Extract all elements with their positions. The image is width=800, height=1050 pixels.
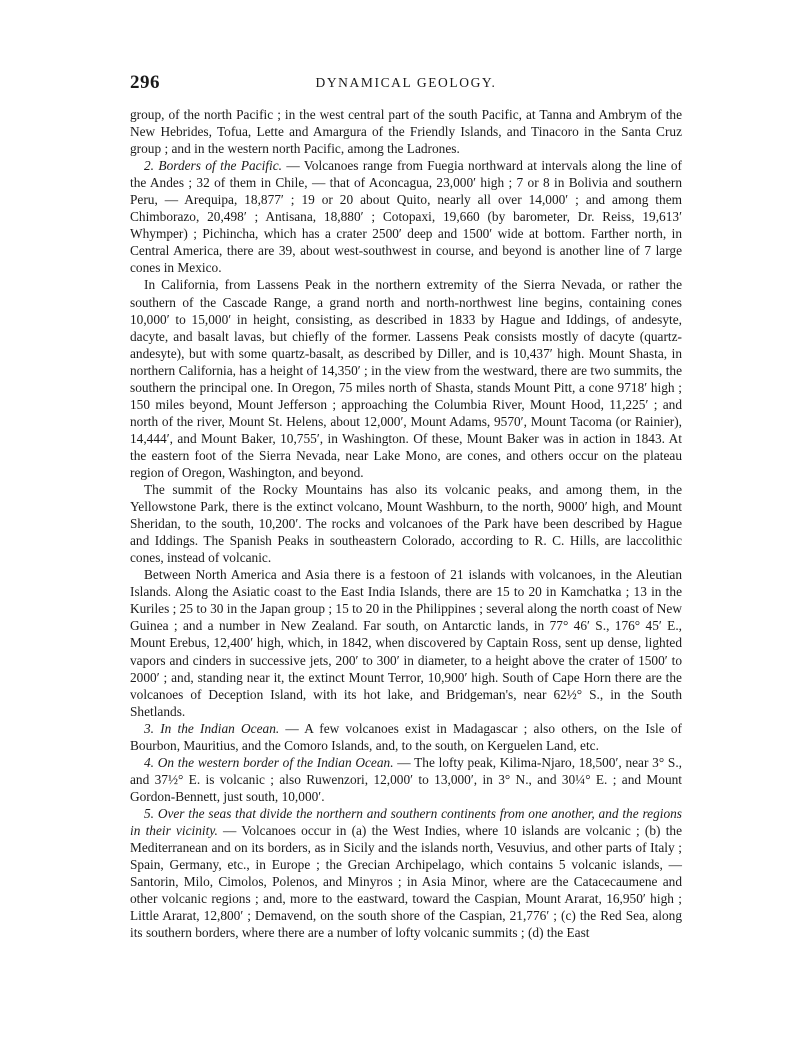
paragraph-text: — The lofty peak, Kilima-Njaro, 18,500′, near 3° S., and 37½° E. is volcanic ; also Ruwenzori, 12,000′ to 13,000′, in 3° N., and 30¼° E. ; and Mount Gordon-Bennett, just south, 10,000′.	[130, 754, 682, 804]
running-title: DYNAMICAL GEOLOGY.	[315, 75, 497, 90]
paragraph-text: The summit of the Rocky Mountains has also its volcanic peaks, and among them, in the Yellowstone Park, there is the extinct volcano, Mount Washburn, to the north, 9000′ high, and Mount Sheridan, to the south, 10,200′. The rocks and volcanoes of the Park have been described by Hague and Iddings. The Spanish Peaks in southeastern Colorado, according to R. C. Hills, are laccolithic cones, instead of volcanic.	[130, 482, 682, 566]
paragraph-indian-ocean	[130, 720, 682, 754]
section-lead: 3. In the Indian Ocean.	[144, 720, 280, 736]
paragraph-north-america-asia	[130, 566, 682, 719]
paragraph-text: Between North America and Asia there is a festoon of 21 islands with volcanoes, in the Aleutian Islands. Along the Asiatic coast to the East India Islands, there are 15 to 20 in Kamchatka ; 13 in the Kuriles ; 25 to 30 in the Japan group ; 15 to 20 in the Philippines ; several along the north coast of New Guinea ; and a number in New Zealand. Far south, on Antarctic lands, in 77° 46′ S., 176° 45′ E., Mount Erebus, 12,400′ high, which, in 1842, when discovered by Captain Ross, sent up dense, lighted vapors and cinders in successive jets, 200′ to 300′ in diameter, to a height above the crater of 1500′ to 2000′ ; and, standing near it, the extinct Mount Terror, 10,900′ high. South of Cape Horn there are the volcanoes of Deception Island, with its hot lake, and Bridgeman's, near 62½° S., in the South Shetlands.	[130, 567, 682, 719]
paragraph-continuation	[130, 106, 682, 157]
paragraph-dividing-seas	[130, 805, 682, 941]
book-page	[130, 72, 682, 941]
paragraph-text: — A few volcanoes exist in Madagascar ; also others, on the Isle of Bourbon, Mauritius, and the Comoro Islands, and, to the south, on Kerguelen Land, etc.	[130, 720, 682, 753]
section-lead: 4. On the western border of the Indian Ocean.	[144, 754, 394, 770]
paragraph-california	[130, 276, 682, 481]
paragraph-text: — Volcanoes occur in (a) the West Indies, where 10 islands are volcanic ; (b) the Mediterranean and on its borders, as in Sicily and the islands north, Vesuvius, and other parts of Italy ; Spain, Germany, etc., in Europe ; the Grecian Archipelago, which contains 5 volcanic islands, — Santorin, Milo, Cimolos, Polenos, and Minyros ; in Asia Minor, where are the Catacecaumene and other volcanic regions ; and, more to the eastward, toward the Caspian, Mount Ararat, 16,950′ high ; Little Ararat, 12,800′ ; Demavend, on the south shore of the Caspian, 21,776′ ; (c) the Red Sea, along its southern borders, where there are a number of lofty volcanic summits ; (d) the East	[130, 822, 682, 941]
section-lead: 2. Borders of the Pacific.	[144, 158, 282, 174]
section-lead: 5. Over the seas that divide the northern and southern continents from one another, and the regions in their vicinity.	[130, 805, 682, 838]
paragraph-text: In California, from Lassens Peak in the northern extremity of the Sierra Nevada, or rather the southern of the Cascade Range, a grand north and north-northwest line begins, containing cones 10,000′ to 15,000′ in height, consisting, as described in 1833 by Hague and Iddings, of andesyte, dacyte, and basalt lavas, but chiefly of the former. Lassens Peak consists mostly of dacyte (quartz-andesyte), but with some quartz-basalt, as described by Diller, and is 10,437′ high. Mount Shasta, in northern California, has a height of 14,350′ ; in the view from the westward, there are two summits, the southern the principal one. In Oregon, 75 miles north of Shasta, stands Mount Pitt, a cone 9718′ high ; 150 miles beyond, Mount Jefferson ; approaching the Columbia River, Mount Hood, 11,225′ ; and north of the river, Mount St. Helens, about 12,000′, Mount Adams, 9570′, Mount Tacoma (or Rainier), 14,444′, and Mount Baker, 10,755′, in Washington. Of these, Mount Baker was in action in 1843. At the eastern foot of the Sierra Nevada, near Lake Mono, are cones, and others occur on the plateau region of Oregon, Washington, and beyond.	[130, 277, 682, 480]
paragraph-western-indian-ocean	[130, 754, 682, 805]
paragraph-text: group, of the north Pacific ; in the west central part of the south Pacific, at Tanna and Ambrym of the New Hebrides, Tofua, Lette and Amargura of the Friendly Islands, and Tinacoro in the Santa Cruz group ; and in the western north Pacific, among the Ladrones.	[130, 107, 682, 157]
paragraph-borders-of-pacific	[130, 157, 682, 276]
paragraph-text: — Volcanoes range from Fuegia northward at intervals along the line of the Andes ; 32 of them in Chile, — that of Aconcagua, 23,000′ high ; 7 or 8 in Bolivia and southern Peru, — Arequipa, 18,877′ ; 19 or 20 about Quito, nearly all over 14,000′ ; and among them Chimborazo, 20,498′ ; Antisana, 18,880′ ; Cotopaxi, 19,660 (by barometer, Dr. Reiss, 19,613′ Whymper) ; Pichincha, which has a crater 2500′ deep and 1500′ wide at bottom. Farther north, in Central America, there are 39, about west-southwest in course, and beyond is another line of 7 large cones in Mexico.	[130, 158, 682, 276]
page-number: 296	[130, 72, 160, 93]
page-header	[130, 72, 682, 94]
paragraph-rocky-mountains	[130, 481, 682, 566]
